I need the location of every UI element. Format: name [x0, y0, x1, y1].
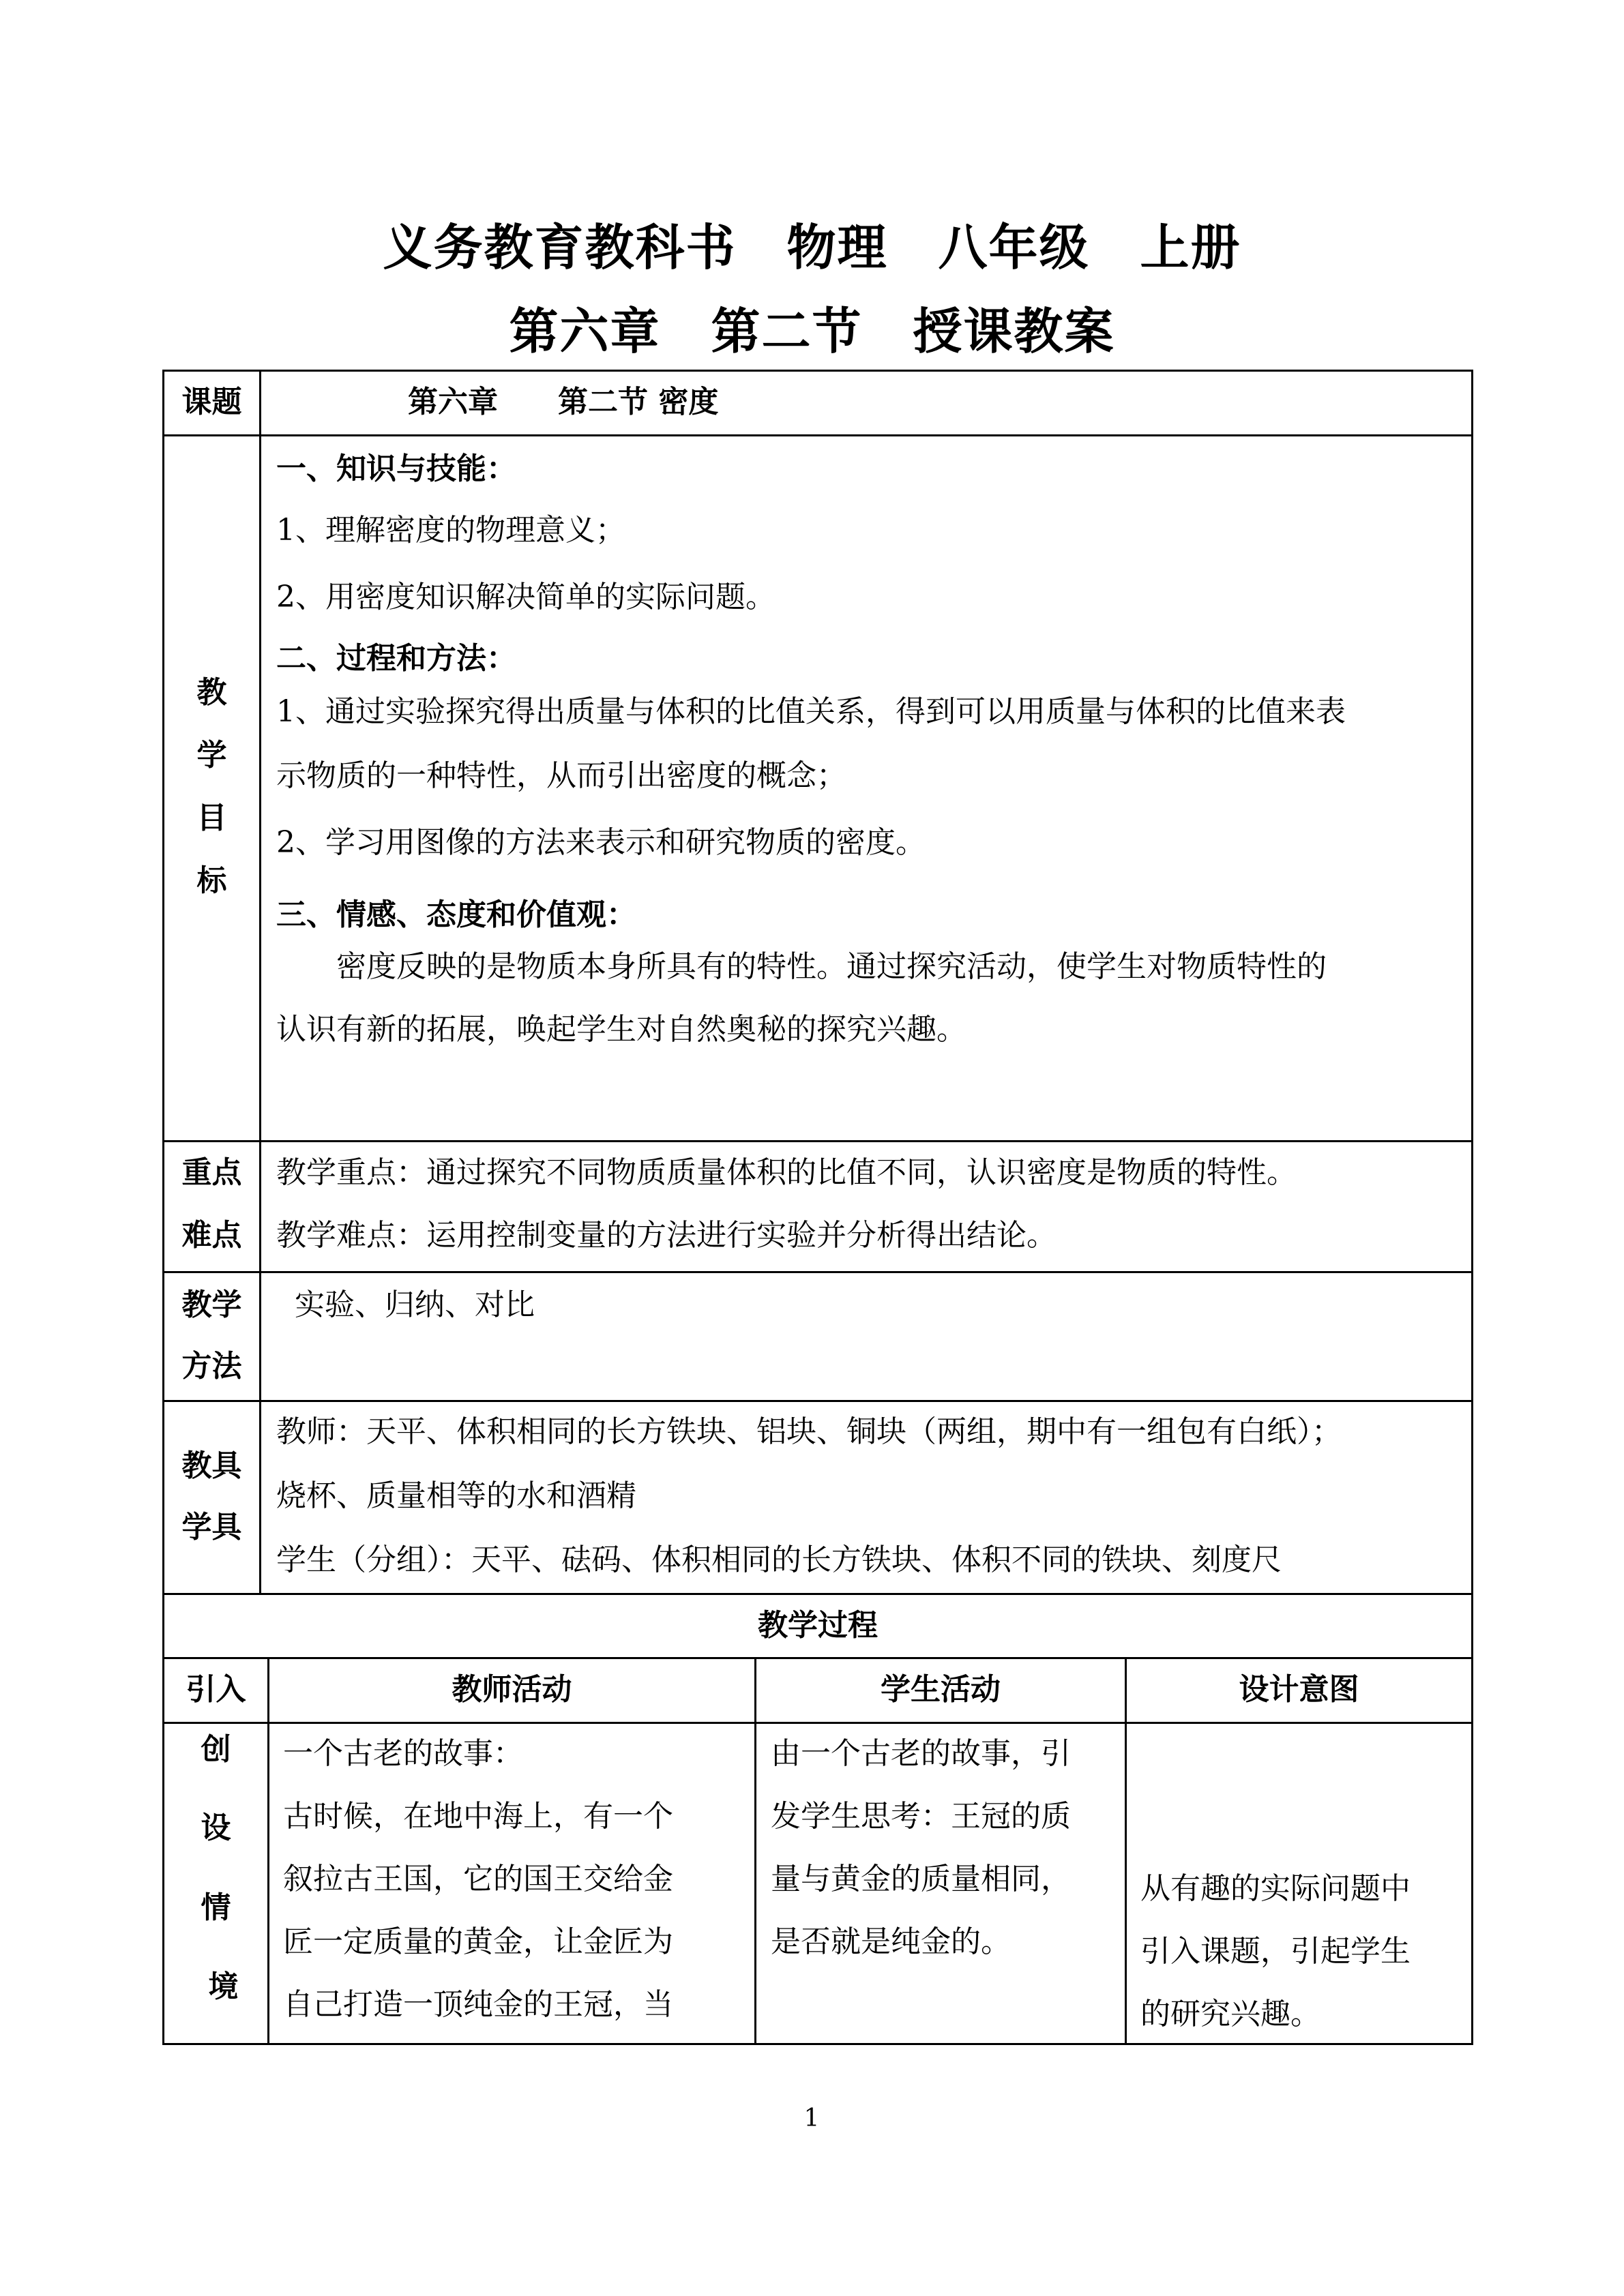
- teacher-activity-line: 叙拉古王国，它的国王交给金: [283, 1862, 673, 1896]
- objectives-paragraph: 密度反映的是物质本身所具有的特性。通过探究活动，使学生对物质特性的: [276, 949, 1327, 984]
- objectives-paragraph: 认识有新的拓展，唤起学生对自然奥秘的探究兴趣。: [276, 1012, 966, 1047]
- objectives-heading-2: 二、过程和方法：: [276, 641, 516, 676]
- objectives-item: 1、理解密度的物理意义；: [276, 513, 625, 548]
- design-intent-line: 从有趣的实际问题中: [1140, 1871, 1411, 1906]
- topic-value: 第六章 第二节 密度: [408, 385, 719, 419]
- teacher-activity-line: 古时候，在地中海上，有一个: [283, 1799, 673, 1834]
- table-divider: [162, 1271, 1473, 1273]
- objectives-label-char: 标: [196, 863, 227, 898]
- table-border-bottom: [162, 2043, 1473, 2045]
- process-column-header: 学生活动: [881, 1672, 1001, 1707]
- process-header: 教学过程: [758, 1608, 878, 1643]
- page-number: 1: [803, 2104, 820, 2132]
- topic-label: 课题: [181, 385, 242, 419]
- document-title: 义务教育教科书 物理 八年级 上册: [383, 219, 1241, 276]
- teaching-keypoint: 教学重点：通过探究不同物质质量体积的比值不同，认识密度是物质的特性。: [276, 1155, 1297, 1190]
- objectives-label-char: 学: [196, 738, 227, 773]
- tools-label: 学具: [181, 1510, 242, 1545]
- student-activity-line: 是否就是纯金的。: [771, 1924, 1011, 1959]
- document-subtitle: 第六章 第二节 授课教案: [509, 303, 1115, 360]
- student-activity-line: 由一个古老的故事，引: [771, 1736, 1071, 1771]
- table-divider: [162, 434, 1473, 436]
- process-row-label: 境: [208, 1969, 239, 2004]
- keypoints-label: 难点: [181, 1218, 242, 1253]
- label-column-divider: [259, 370, 261, 1593]
- process-row-label: 设: [201, 1810, 231, 1845]
- objectives-heading-3: 三、情感、态度和价值观：: [276, 897, 636, 932]
- table-divider: [162, 1140, 1473, 1142]
- method-value: 实验、归纳、对比: [285, 1287, 535, 1322]
- process-column-header: 教师活动: [452, 1672, 572, 1707]
- objectives-item: 2、学习用图像的方法来表示和研究物质的密度。: [276, 825, 926, 860]
- process-column-divider: [754, 1657, 756, 2045]
- tools-student: 学生（分组）：天平、砝码、体积相同的长方铁块、体积不同的铁块、刻度尺: [276, 1542, 1282, 1577]
- process-row-label: 创: [201, 1732, 231, 1767]
- process-column-divider: [1125, 1657, 1127, 2045]
- design-intent-line: 的研究兴趣。: [1140, 1997, 1320, 2031]
- method-label: 教学: [181, 1287, 242, 1322]
- tools-teacher: 烧杯、质量相等的水和酒精: [276, 1478, 636, 1513]
- objectives-label-char: 教: [196, 675, 227, 710]
- objectives-heading-1: 一、知识与技能：: [276, 451, 516, 486]
- teacher-activity-line: 一个古老的故事：: [283, 1736, 523, 1771]
- objectives-item: 2、用密度知识解决简单的实际问题。: [276, 580, 776, 614]
- teacher-activity-line: 匠一定质量的黄金，让金匠为: [283, 1924, 673, 1959]
- teacher-activity-line: 自己打造一顶纯金的王冠，当: [283, 1987, 673, 2022]
- table-divider: [162, 1400, 1473, 1402]
- table-border-left: [162, 370, 164, 2045]
- process-column-header: 设计意图: [1239, 1672, 1359, 1707]
- teaching-difficulty: 教学难点：运用控制变量的方法进行实验并分析得出结论。: [276, 1218, 1057, 1253]
- table-border-top: [162, 370, 1473, 372]
- method-label: 方法: [181, 1349, 242, 1384]
- objectives-item: 示物质的一种特性，从而引出密度的概念；: [276, 758, 846, 793]
- table-divider: [162, 1657, 1473, 1659]
- tools-label: 教具: [181, 1448, 242, 1483]
- student-activity-line: 量与黄金的质量相同，: [771, 1862, 1071, 1896]
- tools-teacher: 教师：天平、体积相同的长方铁块、铝块、铜块（两组，期中有一组包有白纸）；: [276, 1414, 1342, 1449]
- process-column-header: 引入: [186, 1672, 246, 1707]
- keypoints-label: 重点: [181, 1155, 242, 1190]
- table-divider: [162, 1593, 1473, 1595]
- table-border-right: [1471, 370, 1473, 2045]
- objectives-item: 1、通过实验探究得出质量与体积的比值关系，得到可以用质量与体积的比值来表: [276, 694, 1346, 729]
- process-row-label: 情: [201, 1890, 231, 1925]
- design-intent-line: 引入课题，引起学生: [1140, 1934, 1411, 1969]
- student-activity-line: 发学生思考：王冠的质: [771, 1799, 1071, 1834]
- table-divider: [162, 1722, 1473, 1724]
- objectives-label-char: 目: [196, 801, 227, 835]
